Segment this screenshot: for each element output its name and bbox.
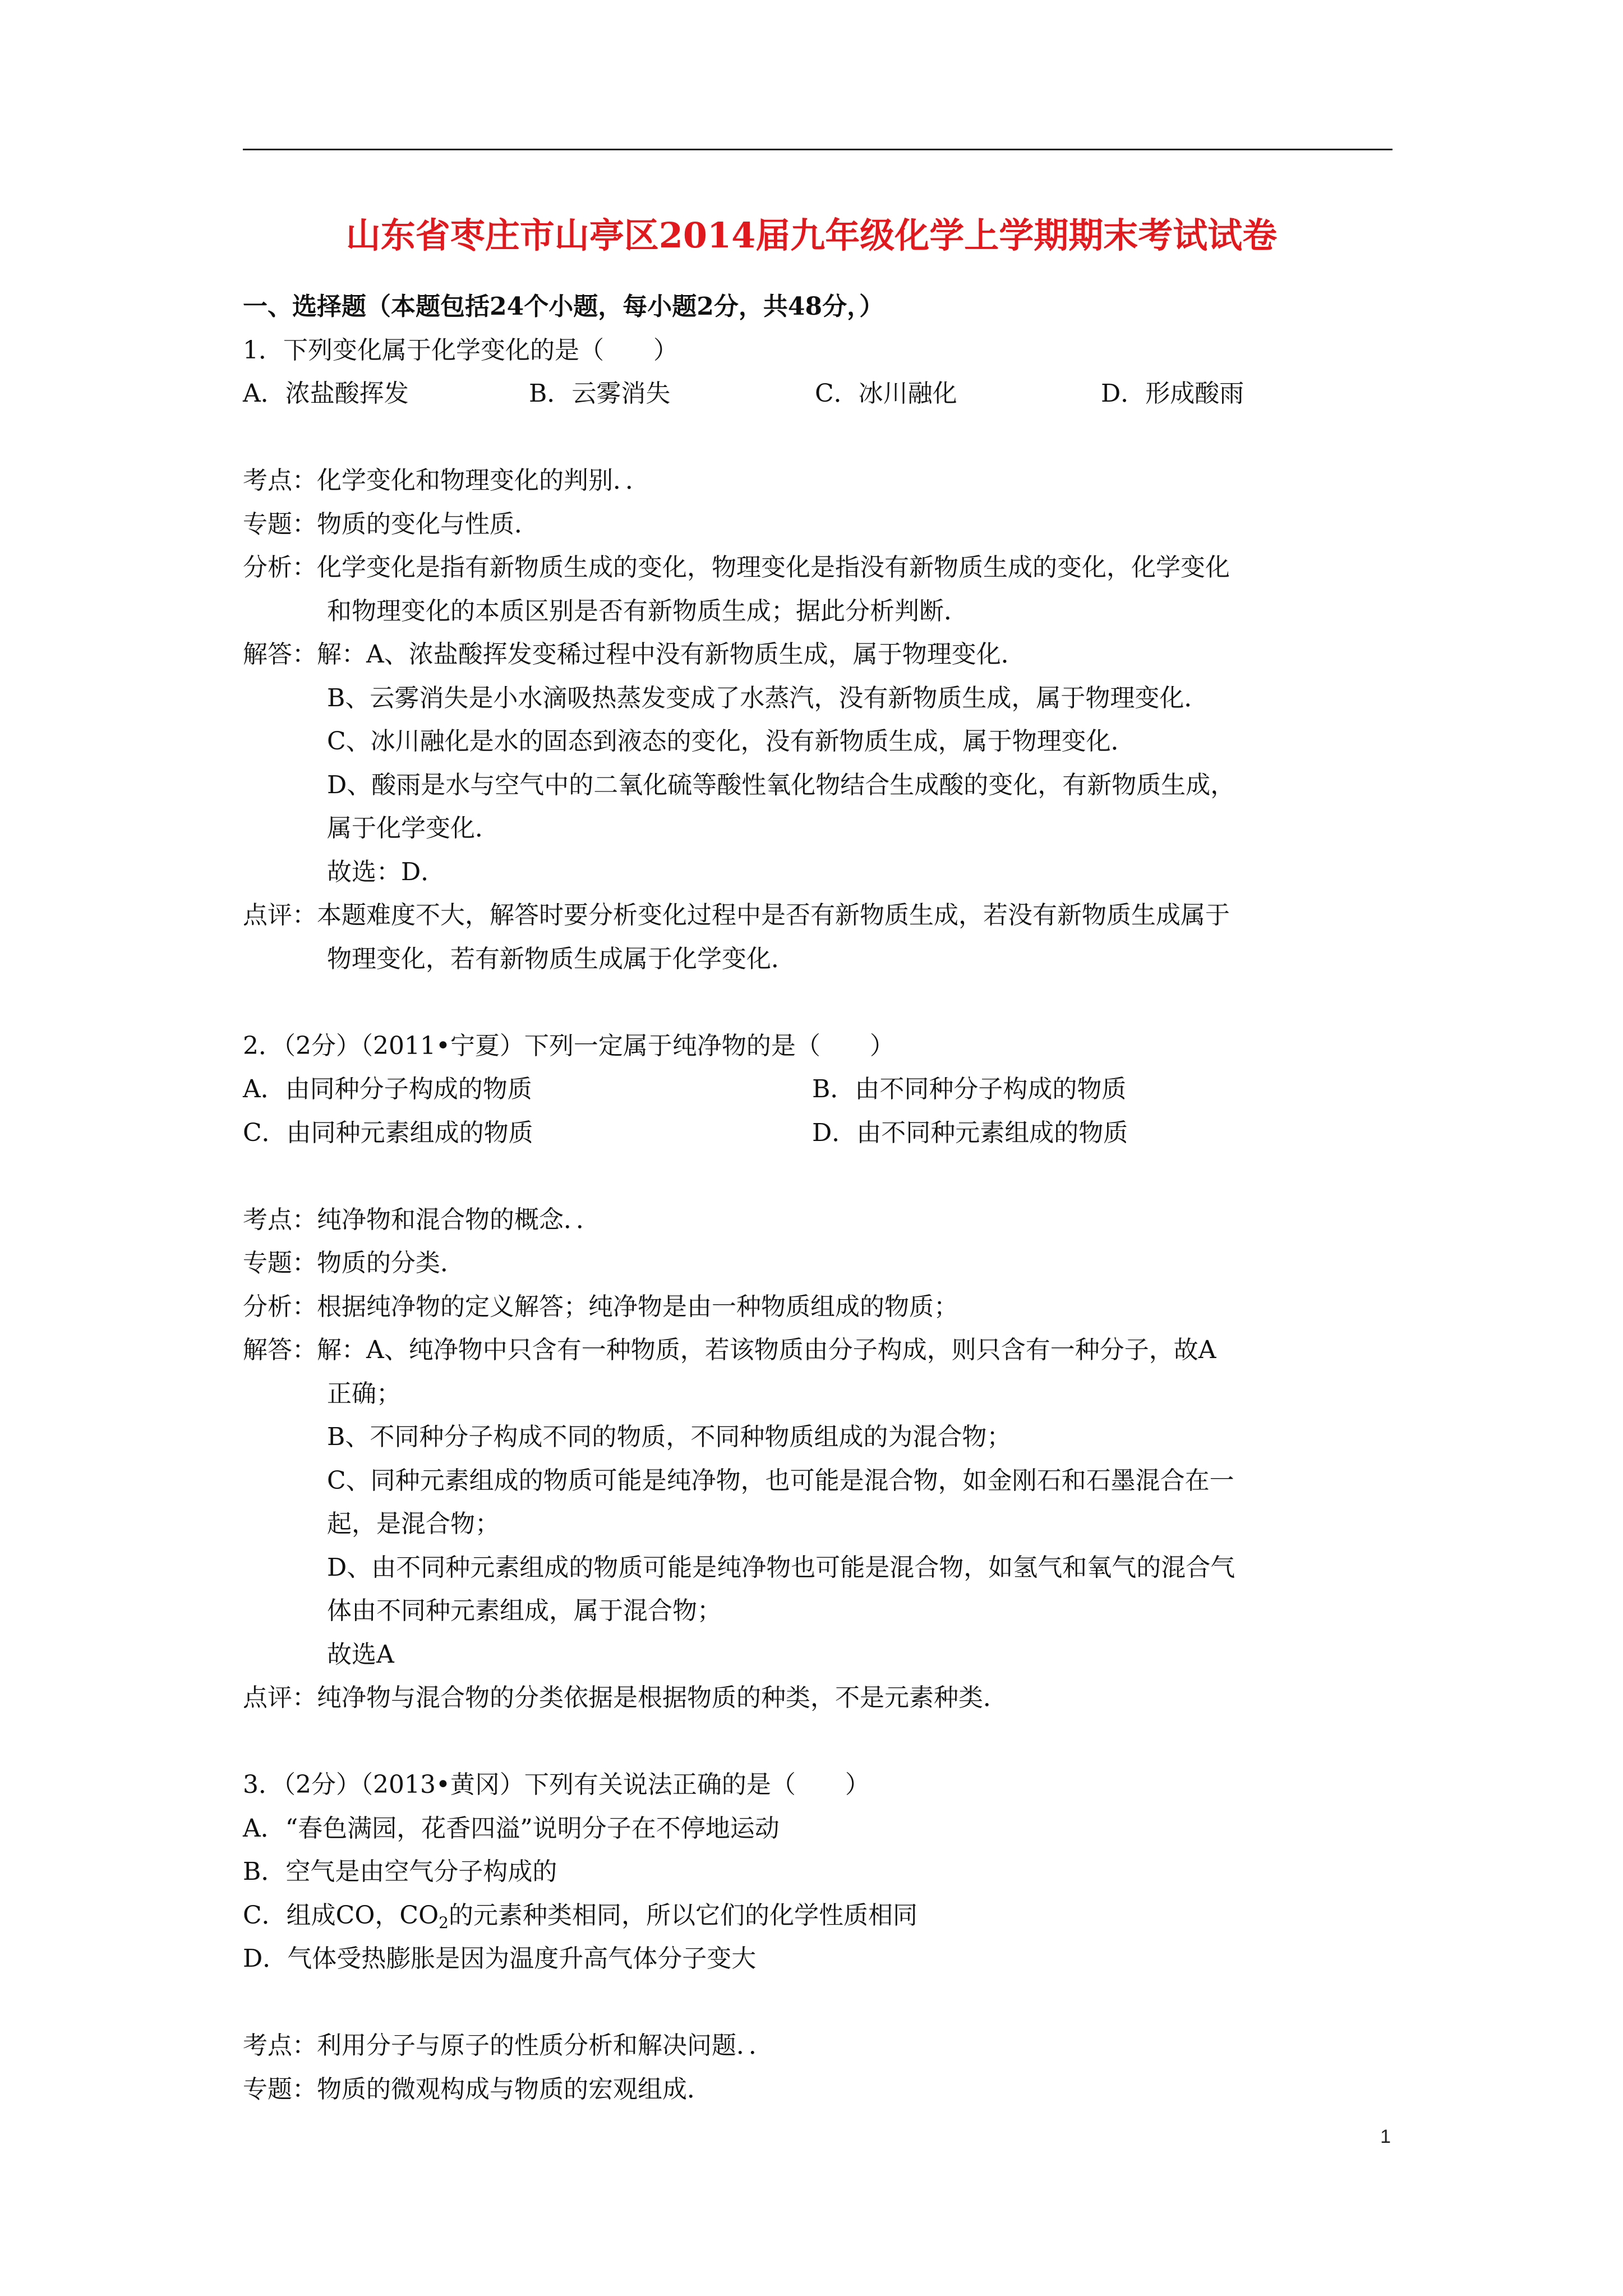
q1-dianping-1: 点评：本题难度不大，解答时要分析变化过程中是否有新物质生成，若没有新物质生成属于 [243, 901, 1230, 930]
q1-jieda-4: D、酸雨是水与空气中的二氧化硫等酸性氧化物结合生成酸的变化，有新物质生成， [327, 770, 1235, 799]
q1-zhuanti: 专题：物质的变化与性质． [243, 509, 539, 539]
q1-jieda-2: B、云雾消失是小水滴吸热蒸发变成了水蒸汽，没有新物质生成，属于物理变化． [327, 683, 1209, 712]
q2-options-row-2 [243, 1111, 1398, 1155]
document-body [243, 285, 1398, 2111]
q1-answer: 故选：D． [327, 857, 446, 886]
q2-options-row-1 [243, 1068, 1398, 1111]
q3-option-c-subscript: 2 [439, 1913, 449, 1932]
q3-option-c-pre: C．组成CO，CO [243, 1901, 439, 1930]
q1-option-b: B．云雾消失 [529, 379, 671, 408]
q1-fenxi-1: 分析：化学变化是指有新物质生成的变化，物理变化是指没有新物质生成的变化，化学变化 [243, 553, 1230, 582]
q1-stem: 1．下列变化属于化学变化的是（ ） [243, 335, 678, 365]
q3-stem: 3．（2分）（2013•黄冈）下列有关说法正确的是（ ） [243, 1770, 870, 1799]
q2-jieda-1: 解答：解：A、纯净物中只含有一种物质，若该物质由分子构成，则只含有一种分子，故A [243, 1336, 1216, 1364]
q2-kaodian: 考点：纯净物和混合物的概念．． [243, 1205, 601, 1234]
q3-kaodian: 考点：利用分子与原子的性质分析和解决问题．． [243, 2031, 773, 2060]
q2-stem: 2．（2分）（2011•宁夏）下列一定属于纯净物的是（ ） [243, 1031, 895, 1060]
page-number: 1 [1380, 2126, 1391, 2147]
q1-dianping-2: 物理变化，若有新物质生成属于化学变化． [327, 944, 796, 973]
q1-jieda-5: 属于化学变化． [327, 814, 500, 843]
q2-jieda-5: 起，是混合物； [327, 1510, 500, 1538]
q1-jieda-3: C、冰川融化是水的固态到液态的变化，没有新物质生成，属于物理变化． [327, 727, 1136, 756]
q2-option-c: C．由同种元素组成的物质 [243, 1118, 533, 1147]
q3-option-c [243, 1894, 1398, 1938]
q1-option-c: C．冰川融化 [815, 379, 957, 408]
q2-jieda-2: 正确； [327, 1379, 401, 1408]
q2-zhuanti: 专题：物质的分类． [243, 1249, 465, 1277]
page-title: 山东省枣庄市山亭区2014届九年级化学上学期期末考试试卷 [345, 215, 1278, 256]
q2-answer: 故选A [327, 1640, 394, 1669]
q2-jieda-6: D、由不同种元素组成的物质可能是纯净物也可能是混合物，如氢气和氧气的混合气 [327, 1553, 1235, 1582]
q3-option-d: D．气体受热膨胀是因为温度升高气体分子变大 [243, 1944, 757, 1973]
q1-kaodian: 考点：化学变化和物理变化的判别．． [243, 466, 650, 495]
section-heading: 一、选择题（本题包括24个小题，每小题2分，共48分，） [243, 292, 884, 321]
q1-fenxi-2: 和物理变化的本质区别是否有新物质生成；据此分析判断． [327, 596, 969, 625]
q2-option-d: D．由不同种元素组成的物质 [812, 1118, 1128, 1147]
q2-jieda-3: B、不同种分子构成不同的物质，不同种物质组成的为混合物； [327, 1423, 1012, 1451]
q2-jieda-7: 体由不同种元素组成，属于混合物； [327, 1596, 722, 1625]
q3-option-a: A．“春色满园，花香四溢”说明分子在不停地运动 [243, 1814, 780, 1843]
q1-option-a: A．浓盐酸挥发 [243, 379, 409, 408]
q1-option-d: D．形成酸雨 [1101, 379, 1244, 408]
q3-option-c-post: 的元素种类相同，所以它们的化学性质相同 [448, 1901, 917, 1930]
q2-option-b: B．由不同种分子构成的物质 [812, 1075, 1127, 1103]
q2-fenxi: 分析：根据纯净物的定义解答；纯净物是由一种物质组成的物质； [243, 1292, 958, 1321]
q1-options [243, 372, 1398, 416]
q2-jieda-4: C、同种元素组成的物质可能是纯净物，也可能是混合物，如金刚石和石墨混合在一 [327, 1466, 1234, 1495]
header-rule [243, 149, 1393, 150]
q2-option-a: A．由同种分子构成的物质 [243, 1075, 532, 1103]
q3-option-b: B．空气是由空气分子构成的 [243, 1857, 557, 1886]
q2-dianping: 点评：纯净物与混合物的分类依据是根据物质的种类，不是元素种类． [243, 1683, 1008, 1712]
q1-jieda-1: 解答：解：A、浓盐酸挥发变稀过程中没有新物质生成，属于物理变化． [243, 640, 1026, 669]
q3-zhuanti: 专题：物质的微观构成与物质的宏观组成． [243, 2074, 712, 2104]
